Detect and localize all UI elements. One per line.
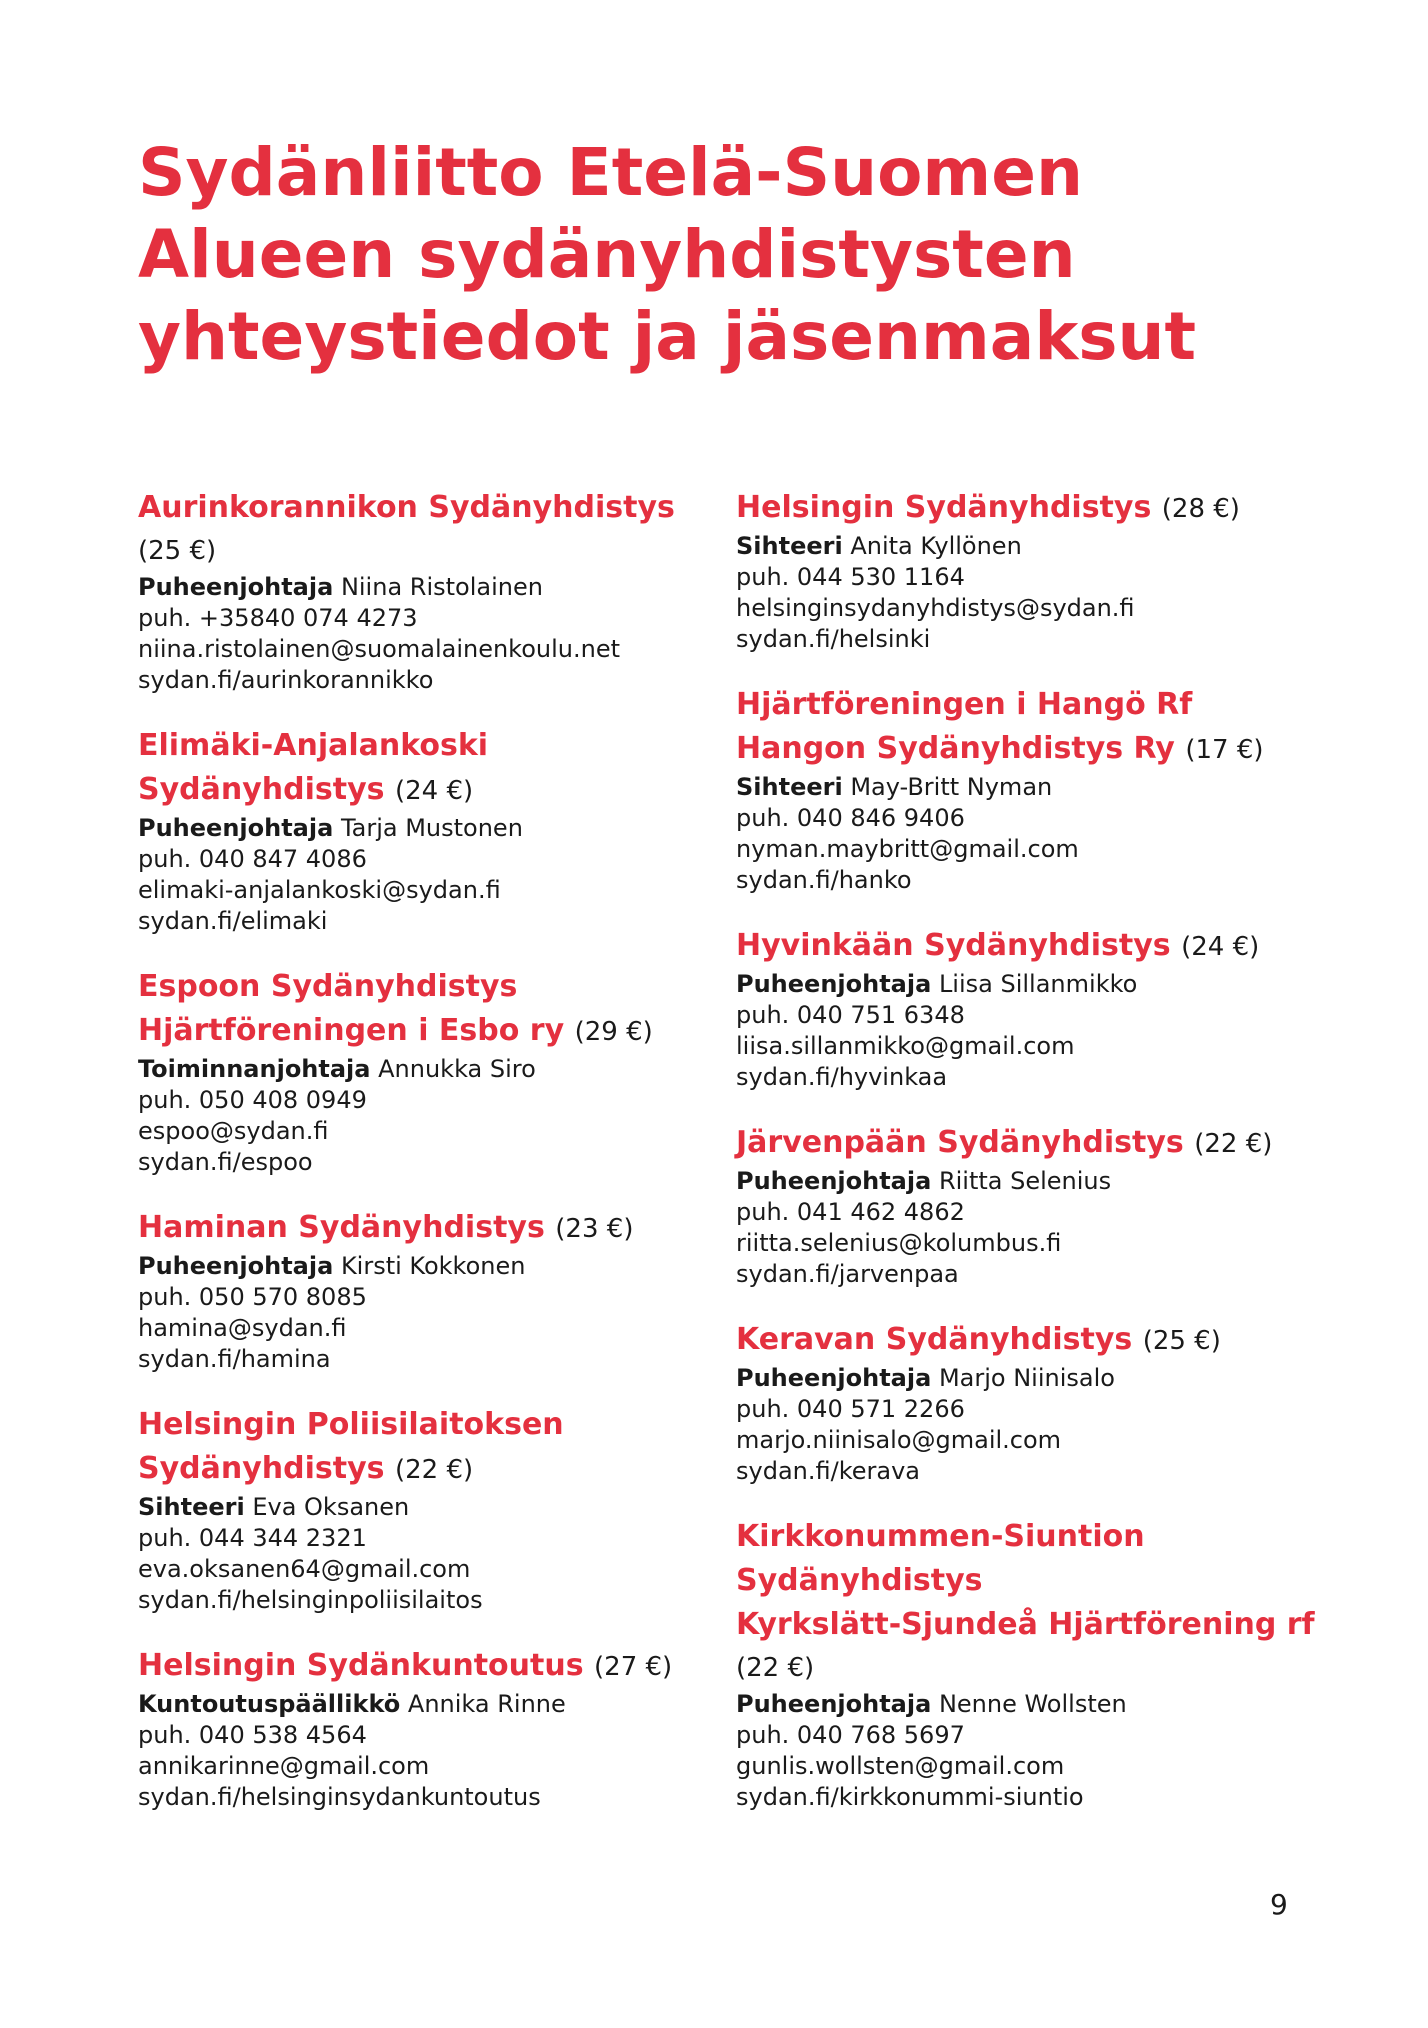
contact-phone: puh. 044 344 2321 [138,1524,367,1552]
association-name-line [736,924,1336,969]
contact-person [138,1689,698,1720]
contact-role: Kuntoutuspäällikkö [138,1690,401,1718]
association-name [736,486,1336,531]
contact-person [736,1166,1336,1197]
contact-role: Sihteeri [736,773,843,801]
association-name-line [138,1206,698,1251]
association-web: sydan.fi/kirkkonummi-siuntio [736,1783,1084,1811]
association-name [138,1644,698,1689]
membership-fee: (22 €) [394,1455,474,1485]
contact-role: Sihteeri [138,1493,245,1521]
association-name-line: Elimäki-Anjalankoski [138,728,489,763]
contact-name: Eva Oksanen [252,1493,410,1521]
left-column [138,486,698,1841]
contact-phone: puh. 041 462 4862 [736,1198,965,1226]
membership-fee: (29 €) [574,1017,653,1047]
association-name-line: Sydänyhdistys [736,1563,983,1598]
membership-fee: (25 €) [138,536,217,566]
contact-phone: puh. 040 846 9406 [736,804,965,832]
contact-email: marjo.niinisalo@gmail.com [736,1426,1062,1454]
contact-name: Marjo Niinisalo [938,1364,1115,1392]
contact-name: May-Britt Nyman [850,773,1053,801]
association-entry [138,724,698,937]
contact-name: Kirsti Kokkonen [340,1252,526,1280]
contact-email: hamina@sydan.fi [138,1314,347,1342]
membership-fee: (25 €) [1142,1326,1221,1356]
membership-fee: (28 €) [1161,494,1240,524]
membership-fee: (24 €) [394,776,474,806]
contact-role: Puheenjohtaja [736,1690,932,1718]
contact-email: espoo@sydan.fi [138,1117,329,1145]
contact-email: eva.oksanen64@gmail.com [138,1555,471,1583]
association-web: sydan.fi/helsinki [736,625,931,653]
association-name-line: Kirkkonummen-Siuntion [736,1519,1145,1554]
association-entry [138,1644,698,1813]
association-name-line: Aurinkorannikon Sydänyhdistys [138,490,675,525]
membership-fee: (22 €) [1194,1129,1273,1159]
contact-email: annikarinne@gmail.com [138,1752,430,1780]
association-entry [138,1403,698,1616]
contact-role: Puheenjohtaja [736,1167,932,1195]
association-web: sydan.fi/hyvinkaa [736,1063,948,1091]
contact-name: Nenne Wollsten [938,1690,1127,1718]
association-name [736,1515,1336,1647]
association-name-line [736,1121,1336,1166]
contact-person [736,969,1336,1000]
association-entry [138,965,698,1178]
association-name [138,486,698,530]
contact-name: Riitta Selenius [938,1167,1112,1195]
association-name-line-text: Helsingin Sydänkuntoutus [138,1648,584,1683]
association-entry [138,486,698,696]
association-name [736,924,1336,969]
association-name-line-text: Hjärtföreningen i Esbo ry [138,1013,565,1048]
association-name [736,1121,1336,1166]
contact-email: elimaki-anjalankoski@sydan.fi [138,876,501,904]
association-entry [736,1318,1336,1487]
page-title-line: Alueen sydänyhdistysten [138,216,1076,293]
contact-email: niina.ristolainen@suomalainenkoulu.net [138,635,621,663]
association-name-line [736,486,1336,531]
contact-person [138,1251,698,1282]
association-entry [138,1206,698,1375]
association-name-line-text: Sydänyhdistys [138,1451,385,1486]
contact-phone: puh. 050 408 0949 [138,1086,367,1114]
association-entry [736,1121,1336,1290]
association-web: sydan.fi/hamina [138,1345,331,1373]
association-name-line [138,1644,698,1689]
contact-role: Puheenjohtaja [138,814,334,842]
association-name-line: Hjärtföreningen i Hangö Rf [736,687,1193,722]
contact-phone: puh. 040 538 4564 [138,1721,367,1749]
contact-email: riitta.selenius@kolumbus.fi [736,1229,1062,1257]
contact-role: Puheenjohtaja [736,1364,932,1392]
contact-phone: puh. 040 768 5697 [736,1721,965,1749]
contact-phone: puh. 040 751 6348 [736,1001,965,1029]
association-name [138,1206,698,1251]
association-entry [736,683,1336,896]
contact-role: Toiminnanjohtaja [138,1055,371,1083]
contact-person [736,531,1336,562]
contact-person [138,1492,698,1523]
contact-role: Puheenjohtaja [138,1252,334,1280]
association-entry [736,1515,1336,1813]
association-web: sydan.fi/jarvenpaa [736,1260,959,1288]
contact-name: Niina Ristolainen [340,573,543,601]
association-name-line [138,768,698,813]
association-name-line: Espoon Sydänyhdistys [138,969,518,1004]
association-entry [736,486,1336,655]
association-name [736,1318,1336,1363]
contact-name: Annika Rinne [407,1690,566,1718]
association-name-line-text: Hangon Sydänyhdistys Ry [736,731,1175,766]
page-number: 9 [1270,1888,1288,1921]
association-web: sydan.fi/elimaki [138,907,328,935]
contact-email: helsinginsydanyhdistys@sydan.fi [736,594,1135,622]
association-name-line [736,1318,1336,1363]
contact-role: Sihteeri [736,532,843,560]
association-name-line [138,1447,698,1492]
contact-phone: puh. 040 571 2266 [736,1395,965,1423]
association-name-line-text: Sydänyhdistys [138,772,385,807]
contact-person [736,1363,1336,1394]
association-name [736,683,1336,772]
association-web: sydan.fi/espoo [138,1148,313,1176]
association-web: sydan.fi/helsinginsydankuntoutus [138,1783,541,1811]
contact-person [138,572,698,603]
association-web: sydan.fi/aurinkorannikko [138,666,434,694]
association-name-line [736,727,1336,772]
contact-person [138,813,698,844]
association-name-line: Helsingin Poliisilaitoksen [138,1407,564,1442]
contact-person [736,1689,1336,1720]
contact-phone: puh. 050 570 8085 [138,1283,367,1311]
membership-fee: (23 €) [555,1214,634,1244]
association-name-line-text: Helsingin Sydänyhdistys [736,490,1152,525]
association-name [138,965,698,1054]
contact-email: gunlis.wollsten@gmail.com [736,1752,1065,1780]
contact-person [138,1054,698,1085]
contact-name: Liisa Sillanmikko [938,970,1138,998]
right-column [736,486,1336,1841]
association-name-line-text: Järvenpään Sydänyhdistys [736,1125,1184,1160]
association-name [138,724,698,813]
contact-name: Tarja Mustonen [340,814,523,842]
membership-fee: (22 €) [736,1653,815,1683]
contact-role: Puheenjohtaja [736,970,932,998]
contact-name: Anita Kyllönen [850,532,1022,560]
page-title-line: Sydänliitto Etelä-Suomen [138,134,1083,211]
association-entry [736,924,1336,1093]
membership-fee: (27 €) [594,1652,673,1682]
association-name-line-text: Keravan Sydänyhdistys [736,1322,1133,1357]
association-name-line-text: Haminan Sydänyhdistys [138,1210,545,1245]
contact-phone: puh. 044 530 1164 [736,563,965,591]
association-name-line-text: Hyvinkään Sydänyhdistys [736,928,1171,963]
association-web: sydan.fi/hanko [736,866,912,894]
association-web: sydan.fi/kerava [736,1457,920,1485]
association-name-line [138,1009,698,1054]
contact-name: Annukka Siro [378,1055,536,1083]
membership-fee: (24 €) [1181,932,1260,962]
contact-phone: puh. +35840 074 4273 [138,604,418,632]
membership-fee: (17 €) [1185,735,1264,765]
page-title [138,132,1318,378]
association-name-line: Kyrkslätt-Sjundeå Hjärtförening rf [736,1607,1315,1642]
contact-phone: puh. 040 847 4086 [138,845,367,873]
association-name [138,1403,698,1492]
page-title-line: yhteystiedot ja jäsenmaksut [138,298,1197,375]
contact-person [736,772,1336,803]
association-web: sydan.fi/helsinginpoliisilaitos [138,1586,483,1614]
contact-email: liisa.sillanmikko@gmail.com [736,1032,1075,1060]
contact-role: Puheenjohtaja [138,573,334,601]
contact-email: nyman.maybritt@gmail.com [736,835,1079,863]
